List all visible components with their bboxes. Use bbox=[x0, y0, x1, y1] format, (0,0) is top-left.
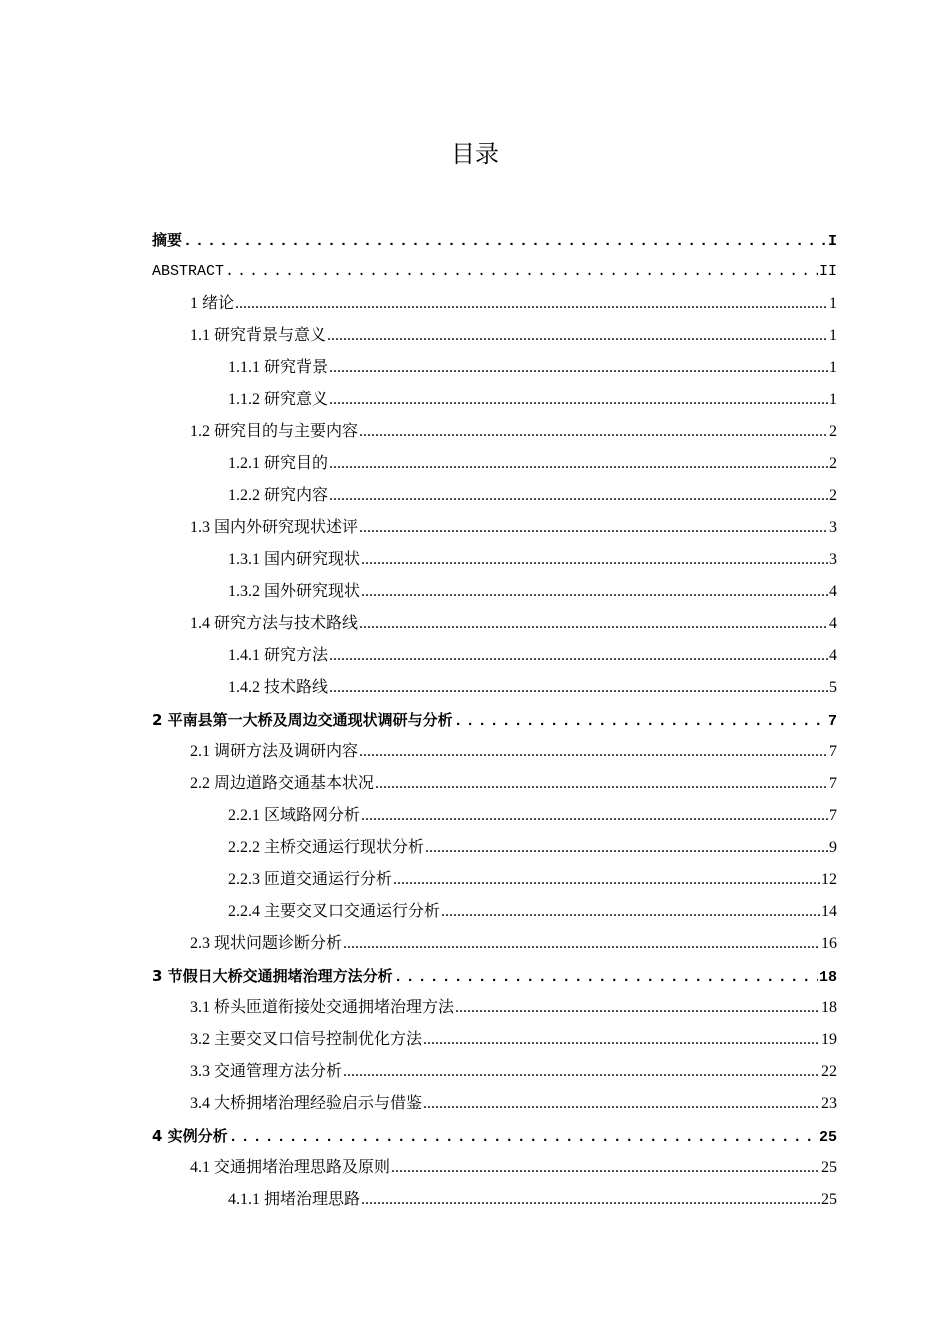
toc-entry[interactable] bbox=[152, 320, 837, 352]
toc-entry-page: 2 bbox=[829, 455, 837, 472]
toc-leader-dots bbox=[327, 320, 828, 352]
toc-entry-page: 25 bbox=[818, 1129, 837, 1146]
toc-entry-label: 2.2.4 主要交叉口交通运行分析 bbox=[228, 903, 441, 920]
toc-entry-label: 4.1 交通拥堵治理思路及原则 bbox=[190, 1159, 391, 1176]
toc-leader-dots bbox=[359, 416, 828, 448]
toc-entry-label: ABSTRACT bbox=[152, 263, 225, 280]
toc-leader-dots bbox=[329, 672, 828, 704]
toc-entry[interactable] bbox=[152, 640, 837, 672]
toc-leader-dots bbox=[393, 864, 820, 896]
toc-entry-label: 1.4.2 技术路线 bbox=[228, 679, 329, 696]
toc-leader-dots bbox=[361, 576, 828, 608]
toc-entry-label: 1.1.1 研究背景 bbox=[228, 359, 329, 376]
toc-entry-page: 19 bbox=[821, 1031, 837, 1048]
toc-entry-label: 1.2 研究目的与主要内容 bbox=[190, 423, 359, 440]
toc-entry[interactable] bbox=[152, 288, 837, 320]
toc-entry[interactable] bbox=[152, 1088, 837, 1120]
toc-leader-dots bbox=[361, 544, 828, 576]
toc-entry-page: 7 bbox=[827, 713, 837, 730]
toc-entry-page: 2 bbox=[829, 487, 837, 504]
toc-leader-dots bbox=[425, 832, 828, 864]
toc-leader-dots bbox=[235, 288, 828, 320]
toc-entry-label: 1 绪论 bbox=[190, 295, 235, 312]
toc-entry-page: I bbox=[827, 233, 837, 250]
toc-entry-page: 3 bbox=[829, 551, 837, 568]
toc-leader-dots bbox=[375, 768, 828, 800]
toc-entry-page: 25 bbox=[821, 1159, 837, 1176]
toc-entry[interactable] bbox=[152, 224, 837, 256]
toc-entry-page: 9 bbox=[829, 839, 837, 856]
toc-entry-label: 摘要 bbox=[152, 231, 183, 249]
toc-entry[interactable] bbox=[152, 832, 837, 864]
toc-leader-dots bbox=[455, 992, 820, 1024]
toc-entry-page: 23 bbox=[821, 1095, 837, 1112]
toc-leader-dots bbox=[423, 1024, 820, 1056]
toc-entry[interactable] bbox=[152, 800, 837, 832]
toc-entry-page: 1 bbox=[829, 391, 837, 408]
toc-leader-dots bbox=[225, 256, 818, 288]
toc-entry-page: 25 bbox=[821, 1191, 837, 1208]
toc-entry-page: 7 bbox=[829, 743, 837, 760]
toc-entry-label: 3.2 主要交叉口信号控制优化方法 bbox=[190, 1031, 423, 1048]
page-title: 目录 bbox=[451, 140, 499, 168]
toc-leader-dots bbox=[329, 352, 828, 384]
toc-leader-dots bbox=[329, 640, 828, 672]
toc-entry[interactable] bbox=[152, 448, 837, 480]
toc-entry[interactable] bbox=[152, 1184, 837, 1216]
table-of-contents bbox=[152, 224, 837, 1216]
toc-entry-page: 2 bbox=[829, 423, 837, 440]
toc-entry-page: 1 bbox=[829, 327, 837, 344]
toc-entry-label: 1.2.2 研究内容 bbox=[228, 487, 329, 504]
toc-entry-label: 1.3 国内外研究现状述评 bbox=[190, 519, 359, 536]
toc-entry-page: 5 bbox=[829, 679, 837, 696]
toc-entry[interactable] bbox=[152, 1024, 837, 1056]
toc-entry-page: 18 bbox=[821, 999, 837, 1016]
toc-entry-label: 1.4 研究方法与技术路线 bbox=[190, 615, 359, 632]
toc-leader-dots bbox=[361, 800, 828, 832]
toc-entry-label: 2 平南县第一大桥及周边交通现状调研与分析 bbox=[152, 711, 453, 729]
toc-entry-label: 3.1 桥头匝道衔接处交通拥堵治理方法 bbox=[190, 999, 455, 1016]
toc-entry-page: 4 bbox=[829, 615, 837, 632]
toc-entry-label: 3.3 交通管理方法分析 bbox=[190, 1063, 343, 1080]
toc-entry-label: 2.2.1 区域路网分析 bbox=[228, 807, 361, 824]
toc-entry[interactable] bbox=[152, 480, 837, 512]
toc-leader-dots bbox=[343, 1056, 820, 1088]
toc-leader-dots bbox=[183, 226, 827, 258]
toc-entry[interactable] bbox=[152, 896, 837, 928]
toc-entry[interactable] bbox=[152, 768, 837, 800]
toc-leader-dots bbox=[229, 1122, 818, 1154]
toc-leader-dots bbox=[394, 962, 818, 994]
toc-entry-page: 3 bbox=[829, 519, 837, 536]
toc-entry[interactable] bbox=[152, 1152, 837, 1184]
toc-entry-label: 4.1.1 拥堵治理思路 bbox=[228, 1191, 361, 1208]
toc-entry-page: 1 bbox=[829, 295, 837, 312]
toc-leader-dots bbox=[361, 1184, 820, 1216]
toc-entry-label: 1.3.2 国外研究现状 bbox=[228, 583, 361, 600]
toc-entry-label: 3.4 大桥拥堵治理经验启示与借鉴 bbox=[190, 1095, 423, 1112]
toc-entry[interactable] bbox=[152, 1056, 837, 1088]
toc-entry-label: 1.2.1 研究目的 bbox=[228, 455, 329, 472]
toc-entry-label: 2.2.2 主桥交通运行现状分析 bbox=[228, 839, 425, 856]
toc-entry[interactable] bbox=[152, 544, 837, 576]
toc-entry[interactable] bbox=[152, 672, 837, 704]
toc-entry-page: 18 bbox=[818, 969, 837, 986]
toc-entry[interactable] bbox=[152, 608, 837, 640]
toc-leader-dots bbox=[359, 512, 828, 544]
toc-leader-dots bbox=[391, 1152, 820, 1184]
toc-entry-page: 4 bbox=[829, 647, 837, 664]
toc-entry-page: 4 bbox=[829, 583, 837, 600]
toc-entry[interactable] bbox=[152, 512, 837, 544]
toc-entry[interactable] bbox=[152, 1120, 837, 1152]
toc-entry[interactable] bbox=[152, 704, 837, 736]
toc-leader-dots bbox=[441, 896, 820, 928]
toc-leader-dots bbox=[329, 384, 828, 416]
toc-entry[interactable] bbox=[152, 960, 837, 992]
toc-entry[interactable] bbox=[152, 928, 837, 960]
toc-entry-page: II bbox=[818, 263, 837, 280]
toc-entry-page: 7 bbox=[829, 775, 837, 792]
toc-leader-dots bbox=[423, 1088, 820, 1120]
toc-entry-label: 3 节假日大桥交通拥堵治理方法分析 bbox=[152, 967, 393, 985]
toc-entry-page: 1 bbox=[829, 359, 837, 376]
toc-entry[interactable] bbox=[152, 992, 837, 1024]
toc-leader-dots bbox=[343, 928, 820, 960]
toc-leader-dots bbox=[454, 706, 827, 738]
toc-leader-dots bbox=[359, 736, 828, 768]
toc-entry-label: 2.1 调研方法及调研内容 bbox=[190, 743, 359, 760]
toc-leader-dots bbox=[329, 448, 828, 480]
toc-entry-page: 22 bbox=[821, 1063, 837, 1080]
toc-entry-page: 16 bbox=[821, 935, 837, 952]
toc-entry-label: 4 实例分析 bbox=[152, 1127, 228, 1145]
toc-entry-page: 7 bbox=[829, 807, 837, 824]
toc-entry[interactable] bbox=[152, 256, 837, 288]
toc-entry-page: 12 bbox=[821, 871, 837, 888]
toc-entry-label: 1.1.2 研究意义 bbox=[228, 391, 329, 408]
toc-entry[interactable] bbox=[152, 576, 837, 608]
toc-entry-label: 1.1 研究背景与意义 bbox=[190, 327, 327, 344]
toc-entry-page: 14 bbox=[821, 903, 837, 920]
toc-entry[interactable] bbox=[152, 416, 837, 448]
toc-entry[interactable] bbox=[152, 384, 837, 416]
toc-entry[interactable] bbox=[152, 864, 837, 896]
toc-entry[interactable] bbox=[152, 736, 837, 768]
toc-leader-dots bbox=[329, 480, 828, 512]
toc-entry-label: 2.3 现状问题诊断分析 bbox=[190, 935, 343, 952]
toc-entry-label: 2.2 周边道路交通基本状况 bbox=[190, 775, 375, 792]
toc-entry-label: 1.4.1 研究方法 bbox=[228, 647, 329, 664]
toc-entry[interactable] bbox=[152, 352, 837, 384]
toc-leader-dots bbox=[359, 608, 828, 640]
toc-entry-label: 1.3.1 国内研究现状 bbox=[228, 551, 361, 568]
toc-entry-label: 2.2.3 匝道交通运行分析 bbox=[228, 871, 393, 888]
